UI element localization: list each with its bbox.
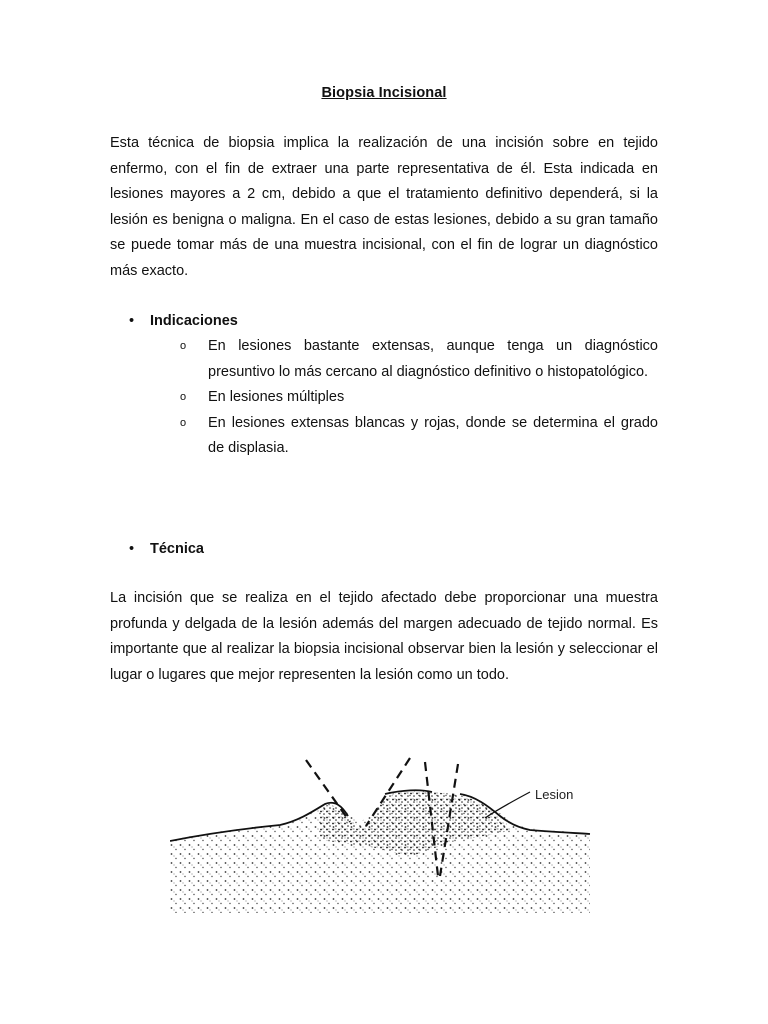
list-item-text: En lesiones múltiples [208, 389, 345, 405]
lesion-label: Lesion [535, 787, 574, 802]
section-indicaciones-heading [129, 309, 238, 335]
list-item [180, 385, 658, 411]
lesion-pointer-line [485, 792, 530, 818]
section-tecnica-heading [129, 537, 204, 563]
bullet-icon: • [129, 313, 135, 329]
intro-paragraph: Esta técnica de biopsia implica la realización de una incisión sobre en tejido enfermo, con el fin de extraer una parte representativa de él. Esta indicada en lesiones mayores a 2 cm, debido a que el tratamiento definitivo dependerá, si la lesión es benigna o maligna. En el caso de estas lesiones, debido a su gran tamaño se puede tomar más de una muestra incisional, con el fin de lograr un diagnóstico más exacto. [110, 135, 658, 279]
list-item-text: En lesiones extensas blancas y rojas, donde se determina el grado de displasia. [208, 414, 658, 456]
tecnica-paragraph: La incisión que se realiza en el tejido afectado debe proporcionar una muestra profunda y delgada de la lesión además del margen adecuado de tejido normal. Es importante que al realizar la biopsia incisional observar bien la lesión y seleccionar el lugar o lugares que mejor representen la lesión como un todo. [110, 590, 658, 683]
section-heading-label: Técnica [150, 541, 204, 557]
circle-bullet-icon: o [180, 340, 187, 352]
incisional-biopsy-figure [170, 708, 606, 918]
biopsy-illustration [170, 708, 606, 918]
circle-bullet-icon: o [180, 391, 187, 403]
indicaciones-list [180, 334, 658, 462]
list-item [180, 411, 658, 462]
page-title: Biopsia Incisional [321, 85, 447, 101]
bullet-icon: • [129, 541, 135, 557]
list-item [180, 334, 658, 385]
list-item-text: En lesiones bastante extensas, aunque tenga un diagnóstico presuntivo lo más cercano al diagnóstico definitivo o histopatológico. [208, 338, 658, 380]
circle-bullet-icon: o [180, 416, 187, 429]
section-heading-label: Indicaciones [150, 313, 238, 329]
